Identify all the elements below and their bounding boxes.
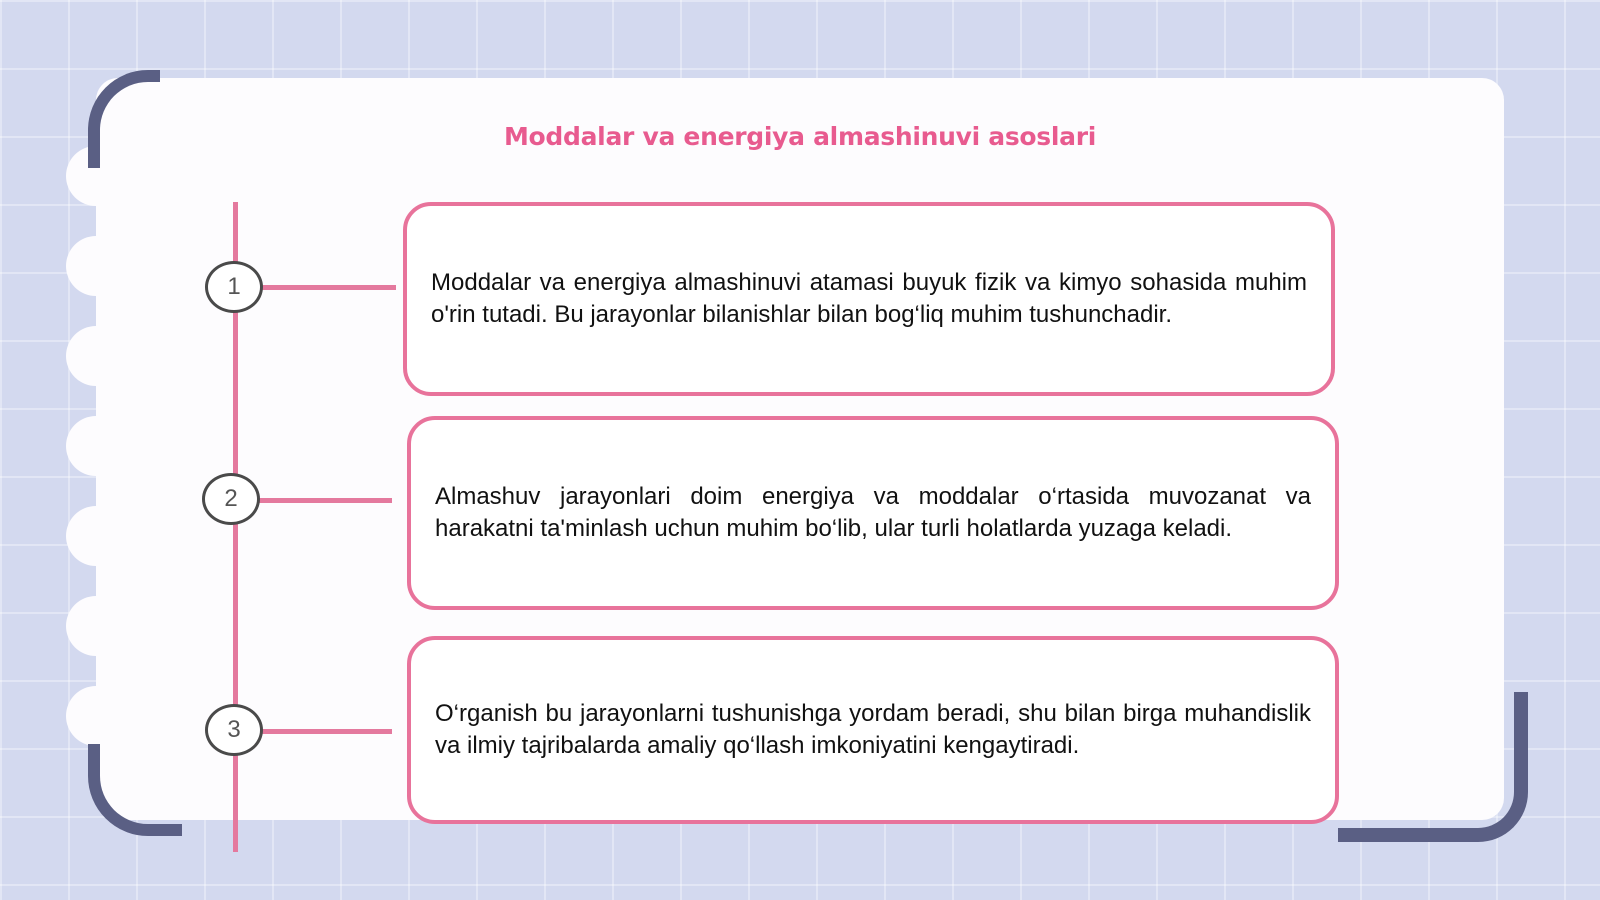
slide-title: Moddalar va energiya almashinuvi asoslari — [503, 122, 1097, 151]
step-number-2: 2 — [202, 473, 260, 525]
step-text-3: O‘rganish bu jarayonlarni tushunishga yordam beradi, shu bilan birga muhandislik va ilmiy tajribalarda amaliy qo‘llash imkoniyatini kengaytiradi. — [435, 700, 1311, 759]
step-number-3: 3 — [205, 704, 263, 756]
sheet-scallop — [66, 416, 126, 476]
corner-bracket-top-left — [88, 70, 160, 168]
sheet-scallop — [66, 596, 126, 656]
step-text-2: Almashuv jarayonlari doim energiya va moddalar o‘rtasida muvozanat va harakatni ta'minlash uchun muhim bo‘lib, ular turli holatlarda yuzaga keladi. — [435, 483, 1311, 542]
sheet-scallop — [66, 236, 126, 296]
sheet-scallop — [66, 686, 126, 746]
step-card-3 — [407, 636, 1339, 824]
sheet-scallop — [66, 506, 126, 566]
step-text-1: Moddalar va energiya almashinuvi atamasi buyuk fizik va kimyo sohasida muhim o'rin tutadi. Bu jarayonlar bilanishlar bilan bog‘liq muhim tushunchadir. — [431, 269, 1307, 328]
connector-3 — [262, 729, 392, 734]
step-card-1 — [403, 202, 1335, 396]
connector-2 — [258, 498, 392, 503]
connector-1 — [262, 285, 396, 290]
step-card-2 — [407, 416, 1339, 610]
corner-bracket-bottom-left — [88, 744, 182, 836]
corner-bracket-bottom-right — [1338, 692, 1528, 842]
sheet-scallop — [66, 326, 126, 386]
step-number-1: 1 — [205, 261, 263, 313]
